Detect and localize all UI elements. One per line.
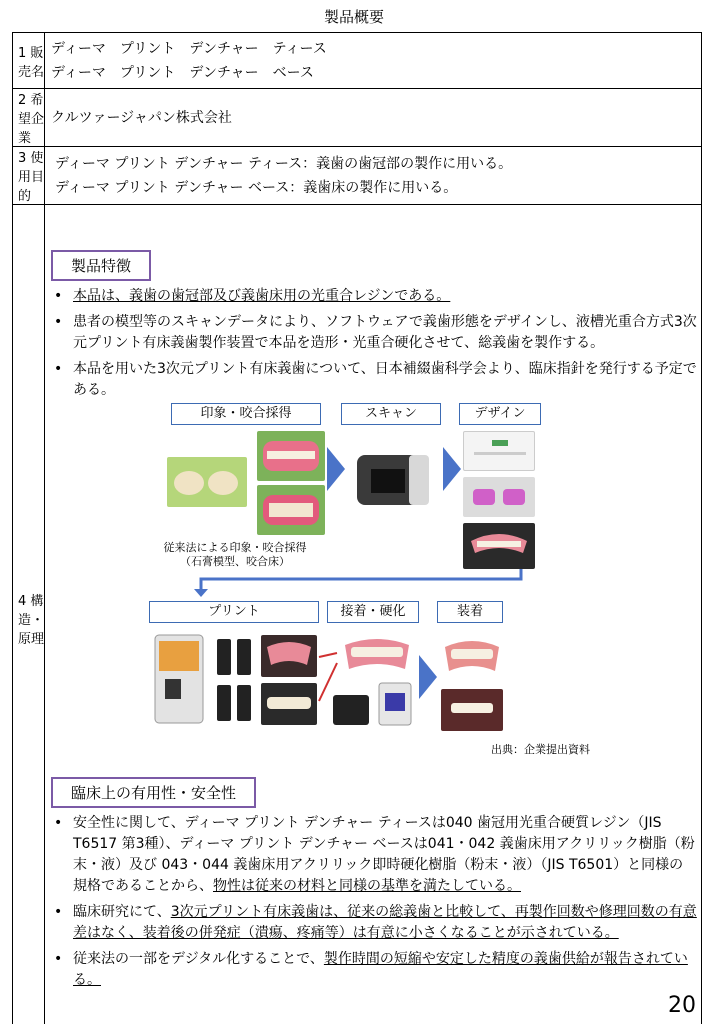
design-screen-3 [463,523,535,569]
feature-text-2: 患者の模型等のスキャンデータにより、ソフトウェアで義歯形態をデザインし、液槽光重合方式3次元プリント有床義歯製作装置で本品を造形・光重合硬化させて、総義歯を製作する。 [73,314,697,351]
stage-scan-label: スキャン [341,403,441,425]
purpose-line-1: ディーマ プリント デンチャー ティース：義歯の歯冠部の製作に用いる。 [55,155,513,172]
value-structure [45,205,702,1024]
clinical-text-2: 臨床研究にて、 [73,904,171,920]
purpose-line-2: ディーマ プリント デンチャー ベース：義歯床の製作に用いる。 [55,179,458,196]
value-company: クルツァージャパン株式会社 [45,89,702,147]
stage-fit-label: 装着 [437,601,503,623]
impression-caption-line-1: 従来法による印象・咬合採得 [163,541,307,554]
workflow-diagram [141,403,701,777]
row-company [13,89,702,147]
clinical-bullet-1 [45,813,701,897]
printed-base-photo [261,635,317,677]
label-structure: 4 構造・原理 [13,205,45,1024]
curing-unit-2-photo [375,679,415,729]
label-product-name: 1 販売名 [13,33,45,89]
fitted-mouth-photo [441,689,503,731]
product-name-line-1: ディーマ プリント デンチャー ティース [51,40,327,57]
stage-design-label: デザイン [459,403,541,425]
clinical-bullet-2 [45,902,701,944]
feature-text-1: 本品は、義歯の歯冠部及び義歯床用の光重合レジンである。 [73,288,451,304]
bite-rim-photo-2 [257,485,325,535]
clinical-heading: 臨床上の有用性・安全性 [51,777,256,808]
row-product-name [13,33,702,89]
feature-text-3: 本品を用いた3次元プリント有床義歯について、日本補綴歯科学会より、臨床指針を発行する予定である。 [73,361,697,398]
product-name-line-2: ディーマ プリント デンチャー ベース [51,64,314,81]
bite-rim-photo-1 [257,431,325,481]
design-screen-2 [463,477,535,517]
stone-model-photo [167,457,247,507]
value-purpose [45,147,702,205]
feature-bullet-3 [45,359,701,401]
impression-caption-line-2: （石膏模型、咬合床） [180,555,290,568]
curing-unit-1-photo [329,689,373,729]
clinical-text-2-underlined: 3次元プリント有床義歯は、従来の総義歯と比較して、再製作回数や修理回数の有意差はなく、装着後の併発症（潰瘍、疼痛等）は有意に小さくなることが示されている。 [73,904,697,941]
feature-bullet-1 [45,286,701,307]
resin-bottles-photo [213,633,257,725]
product-overview-table [12,32,702,1024]
page-title: 製品概要 [323,8,384,26]
feature-bullet-2 [45,312,701,354]
clinical-text-1: 安全性に関して、ディーマ プリント デンチャー ティースは040 歯冠用光重合硬質レジン（JIS T6517 第3種）、ディーマ プリント デンチャー ベースは041・042 義歯床用アクリリック樹脂（粉末・液）及び 043・044 義歯床用アクリリック即時硬化樹脂（粉末・液）（JIS T6501）と同様の規格であることから、 [73,815,695,894]
stage-bond-cure-label: 接着・硬化 [327,601,419,623]
features-heading: 製品特徴 [51,250,151,281]
bonded-denture-photo [339,631,415,681]
design-screen-1 [463,431,535,471]
flow-connector-icon [191,569,531,599]
final-denture-photo [441,635,503,681]
label-company: 2 希望企業 [13,89,45,147]
stage-print-label: プリント [149,601,319,623]
clinical-list [45,813,701,991]
clinical-text-3: 従来法の一部をデジタル化することで、 [73,951,324,967]
clinical-text-1-underlined: 物性は従来の材料と同様の基準を満たしている。 [213,878,521,894]
row-structure [13,205,702,1024]
label-purpose: 3 使用目的 [13,147,45,205]
features-list [45,286,701,401]
printer-photo [149,631,209,727]
arrow-to-design-icon [443,447,461,491]
clinical-bullet-3 [45,949,701,991]
impression-caption [155,541,315,569]
value-product-name [45,33,702,89]
scanner-photo [349,443,439,513]
page-number: 20 [668,993,696,1018]
printed-teeth-photo [261,683,317,725]
stage-impression-label: 印象・咬合採得 [171,403,321,425]
clinical-text-3-underlined: 製作時間の短縮や安定した精度の義歯供給が報告されている。 [73,951,688,988]
arrow-to-scan-icon [327,447,345,491]
arrow-to-fit-icon [419,655,437,699]
source-note: 出典：企業提出資料 [491,743,590,756]
row-purpose [13,147,702,205]
